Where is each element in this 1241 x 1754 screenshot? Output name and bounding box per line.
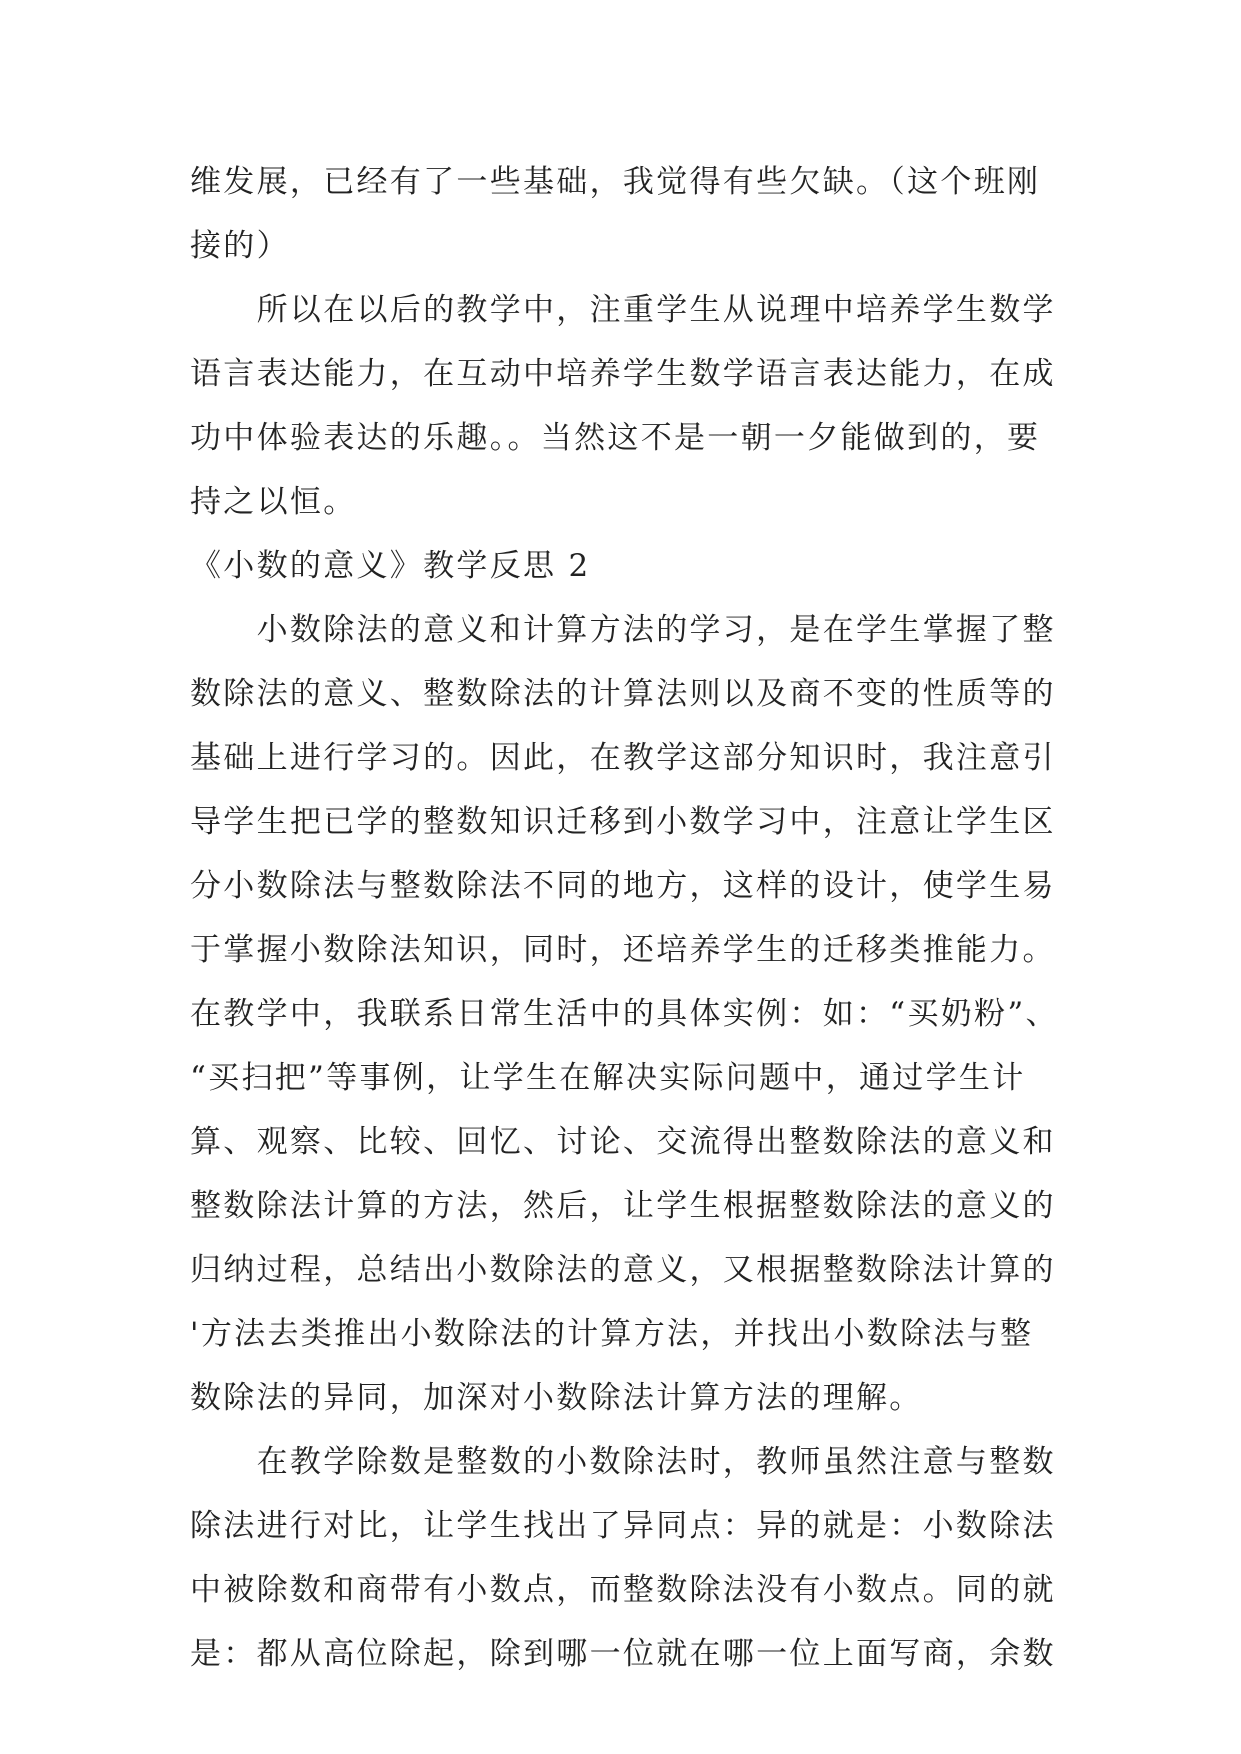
text-line: 分小数除法与整数除法不同的地方，这样的设计，使学生易 [190, 868, 1056, 904]
text-line: 语言表达能力，在互动中培养学生数学语言表达能力，在成 [190, 356, 1056, 392]
text-line: 整数除法计算的方法，然后，让学生根据整数除法的意义的 [190, 1188, 1056, 1224]
text-line: 维发展，已经有了一些基础，我觉得有些欠缺。（这个班刚 [190, 164, 1041, 200]
text-line: 小数除法的意义和计算方法的学习，是在学生掌握了整 [190, 612, 1056, 648]
text-line: 基础上进行学习的。因此，在教学这部分知识时，我注意引 [190, 740, 1056, 776]
text-line: 数除法的意义、整数除法的计算法则以及商不变的性质等的 [190, 676, 1056, 712]
text-line: 于掌握小数除法知识，同时，还培养学生的迁移类推能力。 [190, 932, 1056, 968]
text-line: 是：都从高位除起，除到哪一位就在哪一位上面写商，余数 [190, 1636, 1056, 1672]
text-line: 归纳过程，总结出小数除法的意义，又根据整数除法计算的 [190, 1252, 1056, 1288]
text-line: 算、观察、比较、回忆、讨论、交流得出整数除法的意义和 [190, 1124, 1056, 1160]
body-text [190, 150, 1070, 1686]
text-line: 持之以恒。 [190, 484, 357, 520]
text-line: 数除法的异同，加深对小数除法计算方法的理解。 [190, 1380, 923, 1416]
text-line: 在教学中，我联系日常生活中的具体实例：如：“买奶粉”、 [190, 996, 1059, 1032]
section-heading: 《小数的意义》教学反思 2 [190, 548, 591, 584]
text-line: '方法去类推出小数除法的计算方法，并找出小数除法与整 [190, 1316, 1034, 1352]
text-line: “买扫把”等事例，让学生在解决实际问题中，通过学生计 [190, 1060, 1026, 1096]
text-line: 在教学除数是整数的小数除法时，教师虽然注意与整数 [190, 1444, 1056, 1480]
text-line: 中被除数和商带有小数点，而整数除法没有小数点。同的就 [190, 1572, 1056, 1608]
text-line: 接的） [190, 228, 290, 264]
text-line: 功中体验表达的乐趣。。当然这不是一朝一夕能做到的，要 [190, 420, 1041, 456]
text-line: 除法进行对比，让学生找出了异同点：异的就是：小数除法 [190, 1508, 1056, 1544]
text-line: 导学生把已学的整数知识迁移到小数学习中，注意让学生区 [190, 804, 1056, 840]
text-line: 所以在以后的教学中，注重学生从说理中培养学生数学 [190, 292, 1056, 328]
